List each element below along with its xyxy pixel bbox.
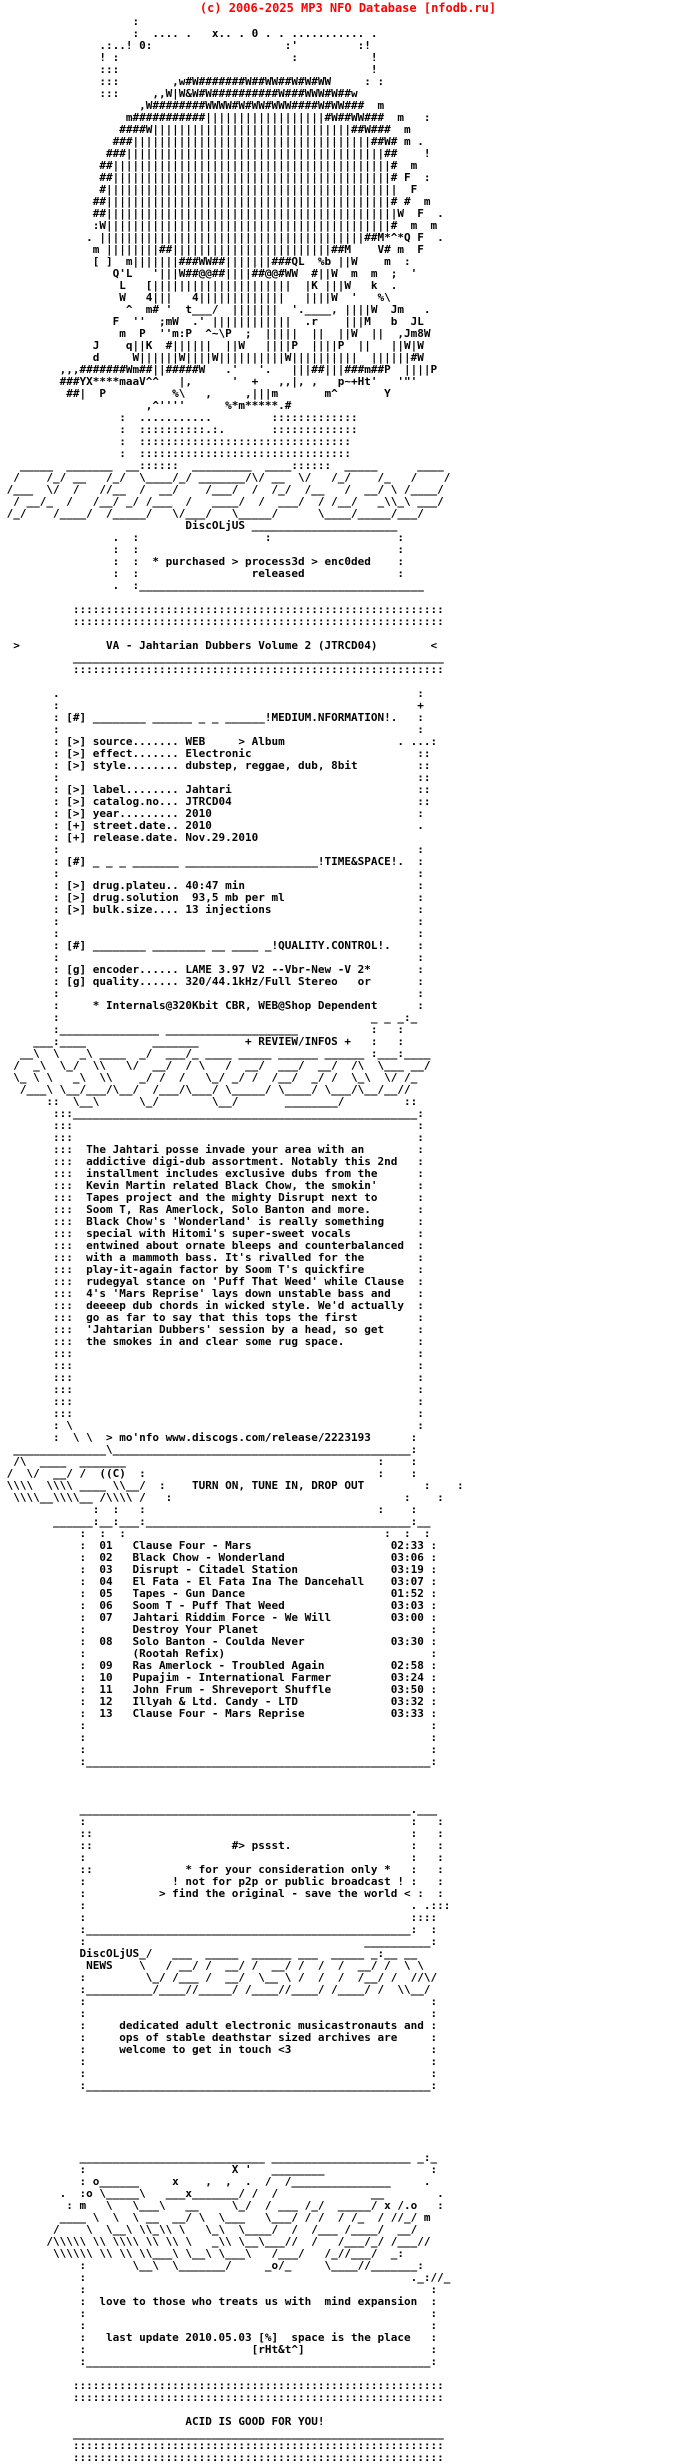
nfo-line: : [>] bulk.size.... 13 injections : xyxy=(0,903,457,916)
nfo-line: : :::::::::::::::::::::::::::::::: xyxy=(0,435,451,448)
nfo-line: : : : : : xyxy=(0,1503,457,1516)
nfo-line: ::: ,,W|W&W#W##########W###WWW#W##w xyxy=(0,87,464,100)
nfo-line: ^ m# ' t___/ ||||||| '.____, ||||W Jm . xyxy=(0,303,464,316)
nfo-line: > VA - Jahtarian Dubbers Volume 2 (JTRCD04) < xyxy=(0,639,457,652)
nfo-line: :: #> pssst. : : xyxy=(0,1839,471,1852)
nfo-line: :____________________________________________________: xyxy=(0,2355,464,2368)
nfo-line: : : : xyxy=(0,1851,471,1864)
nfodb-banner: (c) 2006-2025 MP3 NFO Database [nfodb.ru] xyxy=(199,1,497,15)
nfo-line: : + xyxy=(0,699,457,712)
nfo-line: ::: The Jahtari posse invade your area with an : xyxy=(0,1143,457,1156)
nfo-line: : 03 Disrupt - Citadel Station 03:19 : xyxy=(0,1563,464,1576)
nfo-line: : :::: xyxy=(0,1911,457,1924)
nfo-line: ####W||||||||||||||||||||||||||||||##W### m xyxy=(0,123,464,136)
nfo-line: ::: : xyxy=(0,1131,457,1144)
nfo-line: : :::::::::::::::::::::::::::::::: xyxy=(0,447,451,460)
nfo-line: _____ _______ __:::::: _________ ____:::::: _____ ____ xyxy=(0,459,457,472)
nfo-line: : love to those who treats us with mind expansion : xyxy=(0,2295,464,2308)
nfo-line: d W||||||W||||W||||||||||W|||||||||| ||||||#W xyxy=(0,351,464,364)
nfo-line: :::::::::::::::::::::::::::::::::::::::::::::::::::::::: xyxy=(0,2391,464,2404)
nfo-line: ::: entwined about ornate bleeps and counterbalanced : xyxy=(0,1239,457,1252)
nfo-line: : 10 Pupajim - International Farmer 03:24 : xyxy=(0,1671,464,1684)
nfo-line: :: : : xyxy=(0,1827,471,1840)
nfo-line: ::: ! xyxy=(0,63,464,76)
nfo-line: : .... . x.. . 0 . . ........... . xyxy=(0,27,464,40)
nfo-line: :_______________ ____________________ : : xyxy=(0,1023,451,1036)
nfo-line: : ::::::::::.:. ::::::::::::: xyxy=(0,423,457,436)
nfo-line: : [#] ________ ______ _ _ ______!MEDIUM.NFORMATION!. : xyxy=(0,711,457,724)
nfo-line: : : xyxy=(0,1743,464,1756)
nfo-line: : [>] drug.solution 93,5 mb per ml : xyxy=(0,891,457,904)
nfo-line: : 07 Jahtari Riddim Force - We Will 03:00 : xyxy=(0,1611,464,1624)
nfo-line: : m \ \___\ __ \_/ / ___ /_/ _____/ x /.o : xyxy=(0,2199,457,2212)
nfo-line: /\ ____ _______ : : xyxy=(0,1455,457,1468)
nfo-line: / \/ __/ / ((C) : : : xyxy=(0,1467,457,1480)
nfo-line: : 09 Ras Amerlock - Troubled Again 02:58 : xyxy=(0,1659,464,1672)
nfo-line: :__________/____//_____/ /____//____/ /____/ / \\__/ xyxy=(0,1983,457,1996)
nfo-line: . : xyxy=(0,687,457,700)
nfo-line: __________________________________________________.___ xyxy=(0,1803,464,1816)
nfo-line: / __/_ / /__/ _/ /___ / ____/ / ___/ / /__/ _\\_\ ___/ xyxy=(0,495,464,508)
nfo-line: : \_/ /___ / __/ \__ \ / / / /__/ / //\/ xyxy=(0,1971,444,1984)
nfo-line: ::: : xyxy=(0,1383,457,1396)
nfo-line: :W|||||||||||||||||||||||||||||||||||||||||||# m m xyxy=(0,219,464,232)
nfo-line: : [g] encoder...... LAME 3.97 V2 --Vbr-New -V 2* : xyxy=(0,963,457,976)
nfo-line: /\\\\\ \\ \\\\ \\ \\ \ _\\ \__\___// / /___/_/ /___// xyxy=(0,2235,451,2248)
nfo-line: :____________________________________________________: xyxy=(0,2079,464,2092)
nfo-ascii-document xyxy=(0,16,696,2464)
nfo-line: ____________________________ _____________________ _:_ xyxy=(0,2151,464,2164)
nfo-line: : : * purchased > process3d > enc0ded : xyxy=(0,555,464,568)
nfo-line: :: \__\ \_/ \__/ ________/ :: xyxy=(0,1095,457,1108)
nfo-line: : : xyxy=(0,723,457,736)
nfo-line: : [>] drug.plateu.. 40:47 min : xyxy=(0,879,457,892)
nfo-line: ::: : xyxy=(0,1407,457,1420)
nfo-line: :::____________________________________________________: xyxy=(0,1107,464,1120)
nfo-line: F '' ;mW .' |||||||||||| .r |||M b JL xyxy=(0,315,471,328)
nfo-line: ::: : xyxy=(0,1347,457,1360)
nfo-line: ###||||||||||||||||||||||||||||||||||||##W# m . xyxy=(0,135,464,148)
nfo-line: ::: deeeep dub chords in wicked style. We'd actually : xyxy=(0,1299,457,1312)
nfo-line: ##||||||||||||||||||||||||||||||||||||||||||||W F . xyxy=(0,207,464,220)
nfo-line: : ........... ::::::::::::: xyxy=(0,411,457,424)
nfo-line: .:..! 0: :' :! xyxy=(0,39,457,52)
nfo-line: m P ''m:P ^~\P ; ||||| || ||W || ,Jm8W xyxy=(0,327,471,340)
nfo-line: :_________________________________________________: : xyxy=(0,1923,464,1936)
nfo-line: :::::::::::::::::::::::::::::::::::::::::::::::::::::::: xyxy=(0,603,464,616)
nfo-line: . :___________________________________________ xyxy=(0,579,464,592)
nfo-line: : \ : xyxy=(0,1419,457,1432)
nfo-line: ::: play-it-again factor by Soom T's quickfire : xyxy=(0,1263,457,1276)
nfo-line: ! : : ! xyxy=(0,51,464,64)
nfo-line: / \ \__\ \\_\\ \ \_\ \____/ / /___ /____/ __/ xyxy=(0,2223,438,2236)
nfo-line: L [||||||||||||||||||||| |K |||W k . xyxy=(0,279,464,292)
nfo-line: : ! not for p2p or public broadcast ! : : xyxy=(0,1875,471,1888)
nfo-line: : : xyxy=(0,843,457,856)
nfo-line: #|||||||||||||||||||||||||||||||||||||||||||| F xyxy=(0,183,464,196)
nfo-line: : : xyxy=(0,987,457,1000)
nfo-line: : Destroy Your Planet : xyxy=(0,1623,464,1636)
nfo-line: : : xyxy=(0,2055,464,2068)
nfo-line: ::: Black Chow's 'Wonderland' is really something : xyxy=(0,1215,457,1228)
nfo-line: : 01 Clause Four - Mars 02:33 : xyxy=(0,1539,464,1552)
nfo-line: ::: special with Hitomi's super-sweet vocals : xyxy=(0,1227,457,1240)
nfo-line: ::: : xyxy=(0,1371,457,1384)
nfo-line: ##||||||||||||||||||||||||||||||||||||||||||# m xyxy=(0,159,464,172)
nfo-line: : : xyxy=(0,867,457,880)
nfo-line: :::::::::::::::::::::::::::::::::::::::::::::::::::::::: xyxy=(0,2379,464,2392)
nfo-line: :: * for your consideration only * : : xyxy=(0,1863,471,1876)
nfo-line: __\ \ _\ ____ _/ ___/_ ____ _____ ______ ______ :___:____ xyxy=(0,1047,457,1060)
nfo-line: : ops of stable deathstar sized archives are : xyxy=(0,2031,464,2044)
nfo-line: Q'L '|||W##@@##||||##@@#WW #||W m m ; ' xyxy=(0,267,464,280)
nfo-line: ::: addictive digi-dub assortment. Notably this 2nd : xyxy=(0,1155,457,1168)
nfo-line: ::: : xyxy=(0,1395,457,1408)
nfo-line: : > find the original - save the world < : : xyxy=(0,1887,471,1900)
nfo-line: : last update 2010.05.03 [%] space is the place : xyxy=(0,2331,464,2344)
nfo-line: : : xyxy=(0,927,457,940)
nfo-line: ,^'''' %*m*****.# xyxy=(0,399,464,412)
nfo-line: : 11 John Frum - Shreveport Shuffle 03:50 : xyxy=(0,1683,464,1696)
nfo-line: : xyxy=(0,16,464,28)
nfo-line: ::: installment includes exclusive dubs from the : xyxy=(0,1167,457,1180)
nfo-line: [ ] m|||||||###WW##|||||||###QL %b ||W m : xyxy=(0,255,457,268)
nfo-line: : ._://_ xyxy=(0,2271,464,2284)
nfo-line: . ||||||||||||||||||||||||||||||||||||||||##M*^*Q F . xyxy=(0,231,464,244)
nfo-line: \_ \ \ _\ \\ _/ / / \_/ _/ / /__/ _/ / \_\ \/ /_ xyxy=(0,1071,451,1084)
nfo-line: ::: Tapes project and the mighty Disrupt next to : xyxy=(0,1191,457,1204)
nfo-line: . : : : xyxy=(0,531,464,544)
nfo-line: : : : : : : xyxy=(0,1527,457,1540)
nfo-line: :____________________________________________________: xyxy=(0,1755,464,1768)
nfo-line: : :: xyxy=(0,771,457,784)
nfo-line: : \__\ \_______/ _o/_ \____//_______: xyxy=(0,2259,444,2272)
nfo-line: : [>] label........ Jahtari :: xyxy=(0,783,457,796)
nfo-line: : : xyxy=(0,951,457,964)
nfo-line: / /_/ __ /_/ \____/_/ _______/\/ __ \/ /_/ /_ / / xyxy=(0,471,464,484)
nfo-line: : welcome to get in touch <3 : xyxy=(0,2043,464,2056)
nfo-line: ___:____ _______ + REVIEW/INFOS + : : xyxy=(0,1035,451,1048)
nfo-line: : : xyxy=(0,1719,464,1732)
nfo-line: ,W########WWWW#W#WW#WWW####W#WW### m xyxy=(0,99,471,112)
nfo-line: : : xyxy=(0,915,457,928)
nfo-line: : [>] catalog.no... JTRCD04 :: xyxy=(0,795,457,808)
nfo-line: ______:__:___:________________________________________:__ xyxy=(0,1515,457,1528)
nfo-line: W 4||| 4||||||||||||| ||||W ' %\ xyxy=(0,291,464,304)
nfo-line: ::: : xyxy=(0,1119,457,1132)
nfo-line: : 02 Black Chow - Wonderland 03:06 : xyxy=(0,1551,464,1564)
nfo-line: ________________________________________________________ xyxy=(0,651,464,664)
nfo-line: : : xyxy=(0,2283,464,2296)
nfo-line: ::: 'Jahtarian Dubbers' session by a head, so get : xyxy=(0,1323,457,1336)
nfo-line: : . .::: xyxy=(0,1899,464,1912)
nfo-line: DiscOLjUS_/ ___ _____ ______ ___ _____ _:__ __ xyxy=(0,1947,457,1960)
nfo-line: : 08 Solo Banton - Coulda Never 03:30 : xyxy=(0,1635,464,1648)
nfo-line: : : xyxy=(0,1995,464,2008)
nfo-line: m###########||||||||||||||||||#W##WW### m : xyxy=(0,111,464,124)
nfo-line: /_/ /____/ /_____/ \/___/ \_____/ \____/_____/___/ xyxy=(0,507,464,520)
nfo-line: \\\\ \\\\ ____ \\__/ : TURN ON, TUNE IN, DROP OUT : : xyxy=(0,1479,504,1492)
nfo-line: ::: ,w#W#######W##WW##W#W#WW : : xyxy=(0,75,464,88)
nfo-line: ::: Kevin Martin related Black Chow, the smokin' : xyxy=(0,1179,457,1192)
nfo-line: : : released : xyxy=(0,567,464,580)
nfo-line: : __________: xyxy=(0,1935,464,1948)
nfo-line: : [>] style........ dubstep, reggae, dub, 8bit :: xyxy=(0,759,457,772)
nfo-line: \\\\\\ \\ \\ \\___\ \__\ \___\ /___/ /_//___/ _: xyxy=(0,2247,438,2260)
nfo-line: \\\\__\\\\__ /\\\\ / : : : xyxy=(0,1491,484,1504)
nfo-line: ::: go as far to say that this tops the first : xyxy=(0,1311,457,1324)
nfo-line: : (Rootah Refix) : xyxy=(0,1647,464,1660)
nfo-line: ,,,#######Wm##||#####W .' '. |||##|||###m##P ||||P xyxy=(0,363,457,376)
nfo-line: : [>] effect....... Electronic :: xyxy=(0,747,457,760)
nfo-line: ::: the smokes in and clear some rug space. : xyxy=(0,1335,457,1348)
nfo-line: ::: : xyxy=(0,1359,457,1372)
nfo-line: . :o \_____\ ___x_______/ / / __ . xyxy=(0,2187,457,2200)
nfo-line: :::::::::::::::::::::::::::::::::::::::::::::::::::::::: xyxy=(0,615,464,628)
nfo-line: ##||||||||||||||||||||||||||||||||||||||||||# F : xyxy=(0,171,464,184)
nfo-line: / _\ \_/ \\ \/ __/ / \ / __/ ___/ __/ /\ \___ __/ xyxy=(0,1059,451,1072)
nfo-line: : 05 Tapes - Gun Dance 01:52 : xyxy=(0,1587,464,1600)
nfo-line: ##| P %\ , ,|||m m^ Y xyxy=(0,387,457,400)
nfo-line: : 13 Clause Four - Mars Reprise 03:33 : xyxy=(0,1707,464,1720)
nfo-line: : [>] source....... WEB > Album . ...: xyxy=(0,735,457,748)
nfo-line: : : xyxy=(0,2319,464,2332)
nfo-line: ###|||||||||||||||||||||||||||||||||||||||## ! xyxy=(0,147,464,160)
nfo-line: : [>] year......... 2010 : xyxy=(0,807,457,820)
nfo-line: ::: with a mammoth bass. It's rivalled for the : xyxy=(0,1251,457,1264)
nfo-line: : 04 El Fata - El Fata Ina The Dancehall 03:07 : xyxy=(0,1575,464,1588)
nfo-line: : : : xyxy=(0,1815,471,1828)
nfo-line: : : xyxy=(0,2067,464,2080)
nfo-line: : dedicated adult electronic musicastronauts and : xyxy=(0,2019,464,2032)
nfo-line: ______________\_____________________________________________: xyxy=(0,1443,457,1456)
nfo-line: ::: 4's 'Mars Reprise' lays down unstable bass and : xyxy=(0,1287,457,1300)
nfo-line: ::: rudegyal stance on 'Puff That Weed' while Clause : xyxy=(0,1275,457,1288)
nfo-line: : o______ x , , . / /_______________ . xyxy=(0,2175,457,2188)
nfo-line: :::::::::::::::::::::::::::::::::::::::::::::::::::::::: xyxy=(0,2451,464,2464)
nfo-line: : [+] street.date.. 2010 . xyxy=(0,819,457,832)
nfo-line: /___ \/ / //__ / __/ /___/ / /_/ /__ / __/ \ /____/ xyxy=(0,483,464,496)
nfo-line: : * Internals@320Kbit CBR, WEB@Shop Dependent : xyxy=(0,999,457,1012)
nfo-line: : [#] _ _ _ _______ ____________________!TIME&SPACE!. : xyxy=(0,855,457,868)
nfo-line: : [g] quality...... 320/44.1kHz/Full Stereo or : xyxy=(0,975,457,988)
nfo-line: : [#] ________ ________ __ ____ _!QUALITY.CONTROL!. : xyxy=(0,939,457,952)
nfo-line: :::::::::::::::::::::::::::::::::::::::::::::::::::::::: xyxy=(0,663,464,676)
nfo-line: : : : xyxy=(0,543,464,556)
nfo-line: DiscOLjUS ______________________ xyxy=(0,519,464,532)
nfo-line: ____ \ \ \ __ __/ \ \___ \___/ / / / /_ / //_/ m xyxy=(0,2211,444,2224)
nfo-line: ##|||||||||||||||||||||||||||||||||||||||||||# # m xyxy=(0,195,464,208)
nfo-line: NEWS \ / __/ / __/ / __/ / / / __/ / \ \ xyxy=(0,1959,457,1972)
nfo-line: : 12 Illyah & Ltd. Candy - LTD 03:32 : xyxy=(0,1695,464,1708)
nfo-line: ________________________________________________________ xyxy=(0,2427,464,2440)
nfo-line: /___\ \__/___/\__/ /___/\___/ \_____/ \____/ \___/\__/__// xyxy=(0,1083,451,1096)
nfo-line: : : xyxy=(0,2307,464,2320)
nfo-line: ###YX****maaV^^ |, ' + ,,|, , p~+Ht' '"' xyxy=(0,375,457,388)
nfo-line: : : xyxy=(0,2007,464,2020)
nfo-line: : _ _ _:_ xyxy=(0,1011,451,1024)
nfo-line: : \ \ > mo'nfo www.discogs.com/release/2223193 : xyxy=(0,1431,451,1444)
nfo-line: : X ' ________ : xyxy=(0,2163,464,2176)
nfo-line: : [rHt&t^] : xyxy=(0,2343,464,2356)
nfo-line: :::::::::::::::::::::::::::::::::::::::::::::::::::::::: xyxy=(0,2439,464,2452)
nfo-line: m ||||||||##||||||||||||||||||||||||##M V# m F xyxy=(0,243,464,256)
nfo-line: : [+] release.date. Nov.29.2010 xyxy=(0,831,457,844)
nfo-line: : : xyxy=(0,1731,464,1744)
nfo-line: J q||K #|||||| ||W ||||P ||||P || ||W|W xyxy=(0,339,457,352)
nfo-line: : 06 Soom T - Puff That Weed 03:03 : xyxy=(0,1599,464,1612)
nfo-line: ::: Soom T, Ras Amerlock, Solo Banton and more. : xyxy=(0,1203,457,1216)
nfo-line: ACID IS GOOD FOR YOU! xyxy=(0,2415,464,2428)
